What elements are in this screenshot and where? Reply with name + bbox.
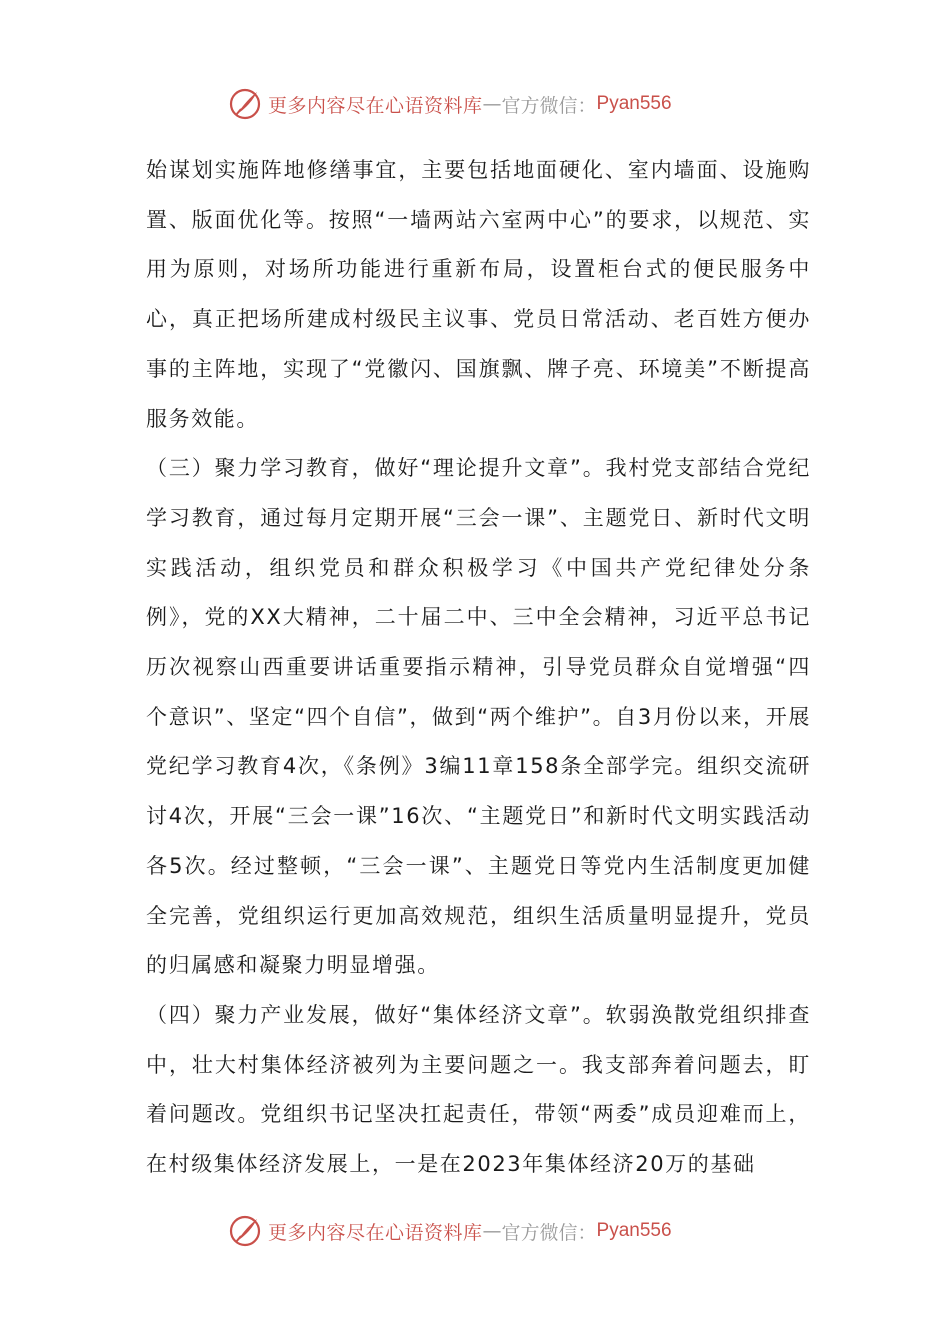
watermark-wechat-id: Pyan556 [596,93,672,114]
header-watermark [228,84,672,124]
watermark-brand-text: 更多内容尽在心语资料库 [268,1221,483,1244]
footer-watermark [228,1211,672,1251]
quill-seal-icon [228,87,262,121]
watermark-dash: — [482,1220,502,1242]
watermark-label: 官方微信： [501,94,597,117]
watermark-brand-text: 更多内容尽在心语资料库 [268,94,483,117]
quill-seal-icon [228,1214,262,1248]
watermark-wechat-id: Pyan556 [596,1220,672,1241]
paragraph-2: （三）聚力学习教育，做好“理论提升文章”。我村党支部结合党纪学习教育，通过每月定期开展“三会一课”、主题党日、新时代文明实践活动，组织党员和群众积极学习《中国共产党纪律处分条例》，党的XX大精神，二十届二中、三中全会精神，习近平总书记历次视察山西重要讲话重要指示精神，引导党员群众自觉增强“四个意识”、坚定“四个自信”，做到“两个维护”。自3月份以来，开展党纪学习教育4次，《条例》3编11章158条全部学完。组织交流研讨4次，开展“三会一课”16次、“主题党日”和新时代文明实践活动各5次。经过整顿，“三会一课”、主题党日等党内生活制度更加健全完善，党组织运行更加高效规范，组织生活质量明显提升，党员的归属感和凝聚力明显增强。 [146,456,811,978]
document-body [146,146,811,1190]
watermark-label: 官方微信： [501,1221,597,1244]
paragraph-1: 始谋划实施阵地修缮事宜，主要包括地面硬化、室内墙面、设施购置、版面优化等。按照“一墙两站六室两中心”的要求，以规范、实用为原则，对场所功能进行重新布局，设置柜台式的便民服务中心，真正把场所建成村级民主议事、党员日常活动、老百姓方便办事的主阵地，实现了“党徽闪、国旗飘、牌子亮、环境美”不断提高服务效能。 [146,158,811,431]
paragraph-3: （四）聚力产业发展，做好“集体经济文章”。软弱涣散党组织排查中，壮大村集体经济被列为主要问题之一。我支部奔着问题去，盯着问题改。党组织书记坚决扛起责任，带领“两委”成员迎难而上，在村级集体经济发展上，一是在2023年集体经济20万的基础 [146,1002,811,1177]
watermark-dash: — [482,93,502,115]
